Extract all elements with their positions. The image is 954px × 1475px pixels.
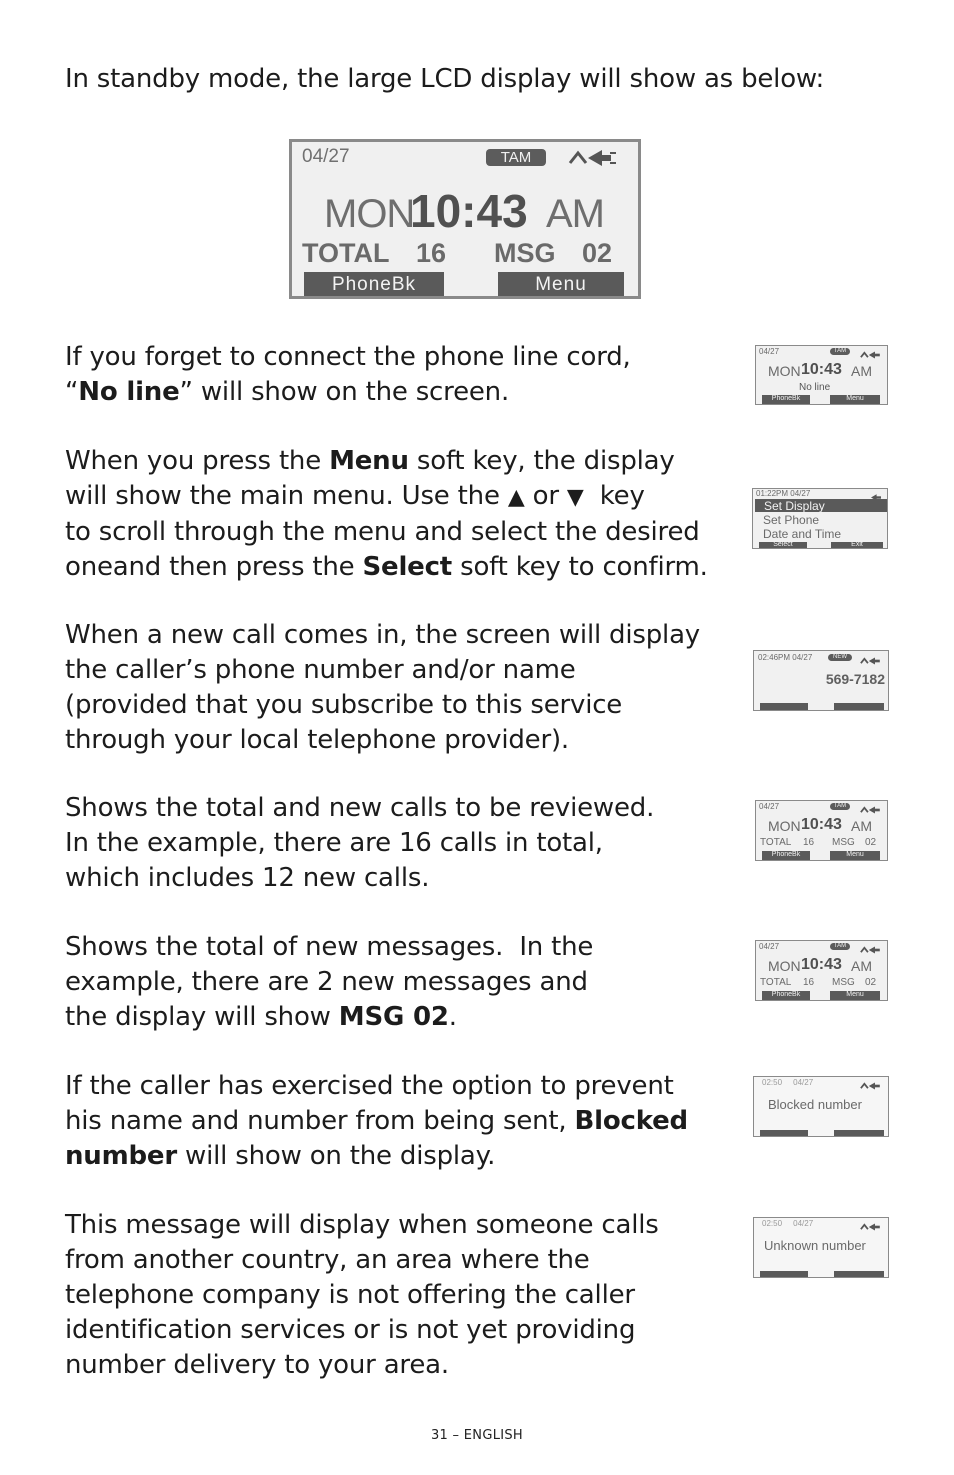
softkey-phonebook[interactable]: PhoneBk bbox=[762, 991, 810, 1000]
text-line: When you press the Menu soft key, the display bbox=[65, 446, 675, 476]
lcd-total-label: TOTAL bbox=[760, 977, 792, 988]
softkey-right[interactable] bbox=[834, 1271, 884, 1278]
lcd-total-calls bbox=[755, 800, 888, 861]
text-line: identification services or is not yet providing bbox=[65, 1315, 636, 1345]
msg-term: MSG 02 bbox=[338, 1002, 449, 1032]
lcd-time: 10:43 bbox=[801, 361, 842, 378]
blocked-paragraph bbox=[65, 1069, 688, 1174]
softkey-menu-label: Menu bbox=[535, 274, 587, 295]
total-calls-paragraph bbox=[65, 791, 654, 896]
lcd-blocked-number bbox=[753, 1076, 889, 1137]
lcd-main-menu bbox=[752, 488, 888, 549]
lcd-msg-label: MSG bbox=[494, 238, 556, 268]
text-line: number delivery to your area. bbox=[65, 1350, 449, 1380]
lcd-messages bbox=[755, 940, 888, 1001]
new-badge: NEW bbox=[828, 654, 852, 661]
tam-badge: TAM bbox=[486, 149, 546, 166]
no-line-status: No line bbox=[799, 382, 831, 393]
softkey-phonebook[interactable]: PhoneBk bbox=[762, 395, 810, 404]
softkey-menu[interactable]: Menu bbox=[830, 851, 880, 860]
softkey-menu[interactable] bbox=[498, 272, 624, 296]
text-line: telephone company is not offering the caller bbox=[65, 1280, 635, 1310]
intro-line: In standby mode, the large LCD display will show as below: bbox=[65, 64, 825, 94]
no-line-term: No line bbox=[78, 377, 180, 407]
softkey-phonebook[interactable] bbox=[304, 272, 444, 296]
intro-text bbox=[65, 62, 824, 97]
lcd-date: 04/27 bbox=[759, 942, 780, 951]
lcd-msg-value: 02 bbox=[582, 238, 613, 268]
tam-badge: TAM bbox=[830, 943, 850, 950]
lcd-unknown-number bbox=[753, 1217, 889, 1278]
lcd-time: 10:43 bbox=[801, 956, 842, 973]
text-line: This message will display when someone calls bbox=[65, 1210, 659, 1240]
lcd-msg-value: 02 bbox=[865, 837, 877, 848]
menu-item-label: Set Display bbox=[764, 499, 825, 513]
lcd-total-label: TOTAL bbox=[760, 837, 792, 848]
text-line: to scroll through the menu and select the desired bbox=[65, 517, 700, 547]
softkey-menu[interactable]: Menu bbox=[830, 991, 880, 1000]
line-plug-icon bbox=[860, 1078, 882, 1096]
lcd-ampm: AM bbox=[851, 363, 872, 379]
lcd-ampm: AM bbox=[851, 818, 872, 834]
lcd-new-call bbox=[753, 650, 889, 711]
text-line: “No line” will show on the screen. bbox=[65, 377, 510, 407]
text-line: which includes 12 new calls. bbox=[65, 863, 430, 893]
select-term: Select bbox=[362, 552, 453, 582]
line-plug-icon bbox=[568, 147, 618, 174]
unknown-paragraph bbox=[65, 1208, 659, 1383]
text-line: the caller’s phone number and/or name bbox=[65, 655, 576, 685]
lcd-header: 02:46PM 04/27 bbox=[758, 653, 813, 662]
lcd-total-value: 16 bbox=[803, 977, 815, 988]
softkey-right[interactable] bbox=[834, 703, 884, 710]
text-line: example, there are 2 new messages and bbox=[65, 967, 588, 997]
blocked-number-text: Blocked number bbox=[768, 1097, 862, 1112]
lcd-total-value: 16 bbox=[416, 238, 447, 268]
text-line: his name and number from being sent, Blocked bbox=[65, 1106, 688, 1136]
lcd-total-value: 16 bbox=[803, 837, 815, 848]
lcd-msg-label: MSG bbox=[832, 837, 855, 848]
softkey-left[interactable] bbox=[760, 1271, 808, 1278]
lcd-time: 10:43 bbox=[410, 185, 528, 237]
text-line: When a new call comes in, the screen will display bbox=[65, 620, 700, 650]
no-line-paragraph bbox=[65, 340, 631, 410]
caller-number: 569-7182 bbox=[825, 671, 885, 687]
lcd-msg-label: MSG bbox=[832, 977, 855, 988]
text-line: the display will show MSG 02. bbox=[65, 1002, 457, 1032]
up-arrow-icon: ▲ bbox=[507, 485, 525, 510]
number-term: number bbox=[65, 1141, 177, 1171]
lcd-header: 02:50 04/27 bbox=[762, 1219, 814, 1228]
text-line: If the caller has exercised the option to prevent bbox=[65, 1071, 674, 1101]
text-line: Shows the total of new messages. In the bbox=[65, 932, 594, 962]
lcd-day: MON bbox=[768, 958, 801, 974]
softkey-select[interactable]: Select bbox=[759, 542, 807, 549]
lcd-header: 02:50 04/27 bbox=[762, 1078, 814, 1087]
lcd-date: 04/27 bbox=[302, 146, 350, 167]
menu-item[interactable]: Set Phone bbox=[763, 513, 820, 527]
lcd-day: MON bbox=[768, 363, 801, 379]
lcd-ampm: AM bbox=[851, 958, 872, 974]
text-line: (provided that you subscribe to this service bbox=[65, 690, 623, 720]
page-footer: 31 – ENGLISH bbox=[430, 1428, 524, 1443]
softkey-right[interactable] bbox=[834, 1130, 884, 1137]
line-plug-icon bbox=[860, 1219, 882, 1237]
lcd-ampm: AM bbox=[546, 192, 604, 236]
text-line: from another country, an area where the bbox=[65, 1245, 590, 1275]
blocked-term: Blocked bbox=[574, 1106, 688, 1136]
tam-badge: TAM bbox=[830, 803, 850, 810]
text-line: Shows the total and new calls to be reviewed. bbox=[65, 793, 655, 823]
text-line: oneand then press the Select soft key to confirm. bbox=[65, 552, 708, 582]
lcd-total-label: TOTAL bbox=[302, 238, 390, 268]
softkey-left[interactable] bbox=[760, 703, 808, 710]
messages-paragraph bbox=[65, 930, 593, 1035]
softkey-exit[interactable]: Exit bbox=[831, 542, 883, 549]
standby-lcd-display bbox=[289, 139, 641, 299]
softkey-phonebook[interactable]: PhoneBk bbox=[762, 851, 810, 860]
menu-paragraph bbox=[65, 444, 708, 585]
menu-item-selected[interactable] bbox=[755, 499, 887, 512]
lcd-date: 04/27 bbox=[759, 347, 780, 356]
lcd-no-line bbox=[755, 345, 888, 405]
softkey-left[interactable] bbox=[760, 1130, 808, 1137]
text-line: If you forget to connect the phone line cord, bbox=[65, 342, 631, 372]
new-call-paragraph bbox=[65, 618, 700, 758]
text-line: through your local telephone provider). bbox=[65, 725, 569, 755]
lcd-msg-value: 02 bbox=[865, 977, 877, 988]
softkey-menu[interactable]: Menu bbox=[830, 395, 880, 404]
menu-item[interactable]: Date and Time bbox=[763, 527, 842, 541]
down-arrow-icon: ▼ bbox=[566, 485, 584, 510]
softkey-phonebook-label: PhoneBk bbox=[331, 274, 417, 295]
text-line: number will show on the display. bbox=[65, 1141, 496, 1171]
lcd-day: MON bbox=[768, 818, 801, 834]
lcd-day: MON bbox=[324, 192, 415, 236]
menu-term: Menu bbox=[329, 446, 409, 476]
lcd-header: 01:22PM 04/27 bbox=[756, 489, 811, 498]
line-plug-icon bbox=[860, 653, 882, 671]
text-line: will show the main menu. Use the ▲ or ▼ key bbox=[65, 481, 645, 511]
text-line: In the example, there are 16 calls in total, bbox=[65, 828, 603, 858]
unknown-number-text: Unknown number bbox=[764, 1238, 866, 1253]
lcd-time: 10:43 bbox=[801, 816, 842, 833]
tam-badge: TAM bbox=[830, 348, 850, 355]
lcd-date: 04/27 bbox=[759, 802, 780, 811]
